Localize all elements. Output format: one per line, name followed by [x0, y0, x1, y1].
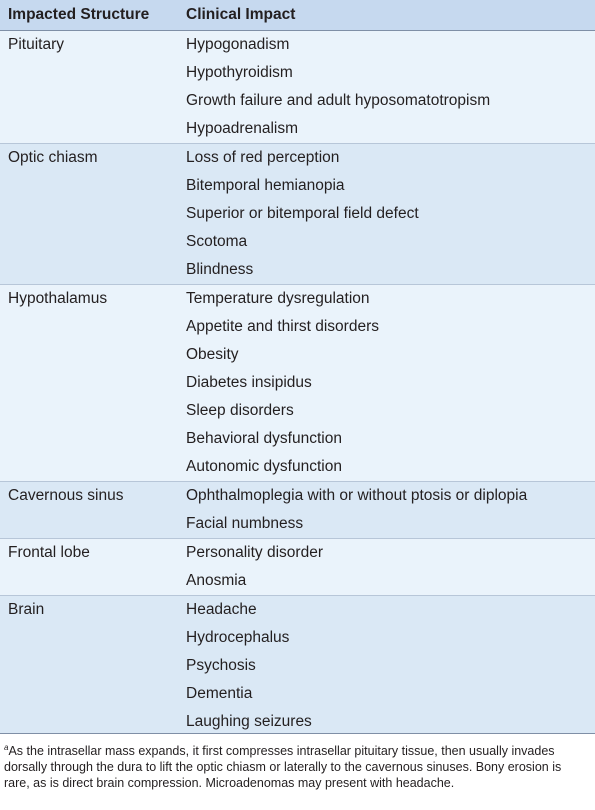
table-row-group: [0, 31, 595, 144]
impacted-structure-cell: Optic chiasm: [8, 149, 98, 166]
table-body: [0, 31, 595, 737]
clinical-impact-cell: Appetite and thirst disorders: [186, 318, 379, 335]
clinical-impact-cell: Behavioral dysfunction: [186, 430, 342, 447]
clinical-impact-cell: Scotoma: [186, 233, 248, 250]
clinical-impact-cell: Sleep disorders: [186, 402, 294, 419]
header-clinical-impact: Clinical Impact: [186, 6, 296, 23]
table-row-group: [0, 144, 595, 285]
clinical-impact-cell: Superior or bitemporal field defect: [186, 205, 419, 222]
table-row-group: [0, 482, 595, 539]
clinical-impact-cell: Psychosis: [186, 657, 256, 674]
table-row-group: [0, 285, 595, 482]
clinical-impact-cell: Ophthalmoplegia with or without ptosis or diplopia: [186, 487, 528, 504]
clinical-impact-list: [0, 31, 595, 143]
clinical-impact-cell: Dementia: [186, 685, 253, 702]
clinical-impact-list: [0, 285, 595, 481]
clinical-impact-list: [0, 596, 595, 736]
clinical-impact-cell: Blindness: [186, 261, 254, 278]
clinical-impact-cell: Autonomic dysfunction: [186, 458, 342, 475]
impacted-structure-cell: Cavernous sinus: [8, 487, 124, 504]
clinical-impact-cell: Anosmia: [186, 572, 247, 589]
clinical-impact-cell: Facial numbness: [186, 515, 304, 532]
clinical-impact-cell: Bitemporal hemianopia: [186, 177, 345, 194]
clinical-impact-cell: Laughing seizures: [186, 713, 312, 730]
clinical-impact-cell: Temperature dysregulation: [186, 290, 370, 307]
clinical-impact-cell: Hypothyroidism: [186, 64, 293, 81]
impacted-structure-cell: Frontal lobe: [8, 544, 90, 561]
clinical-impact-cell: Diabetes insipidus: [186, 374, 312, 391]
impacted-structure-cell: Brain: [8, 601, 45, 618]
clinical-impact-cell: Personality disorder: [186, 544, 323, 561]
footnote-marker: a: [4, 743, 9, 752]
clinical-impact-cell: Hypogonadism: [186, 36, 290, 53]
clinical-impact-cell: Hydrocephalus: [186, 629, 290, 646]
impacted-structure-cell: Pituitary: [8, 36, 64, 53]
clinical-impact-cell: Headache: [186, 601, 257, 618]
table-header: [0, 0, 595, 31]
clinical-impact-cell: Hypoadrenalism: [186, 120, 298, 137]
table-footnote: [0, 733, 595, 810]
clinical-impact-cell: Growth failure and adult hyposomatotropism: [186, 92, 491, 109]
clinical-impact-cell: Loss of red perception: [186, 149, 340, 166]
header-impacted-structure: Impacted Structure: [8, 6, 150, 23]
footnote-text: As the intrasellar mass expands, it first compresses intrasellar pituitary tissue, then usually invades dorsally through the dura to lift the optic chiasm or laterally to the cavernous sinuses. Bony erosion is rare, as is direct brain compression. Microadenomas may present with headache.: [4, 744, 562, 791]
impacted-structure-cell: Hypothalamus: [8, 290, 108, 307]
table-row-group: [0, 596, 595, 737]
table-row-group: [0, 539, 595, 596]
clinical-impact-cell: Obesity: [186, 346, 239, 363]
